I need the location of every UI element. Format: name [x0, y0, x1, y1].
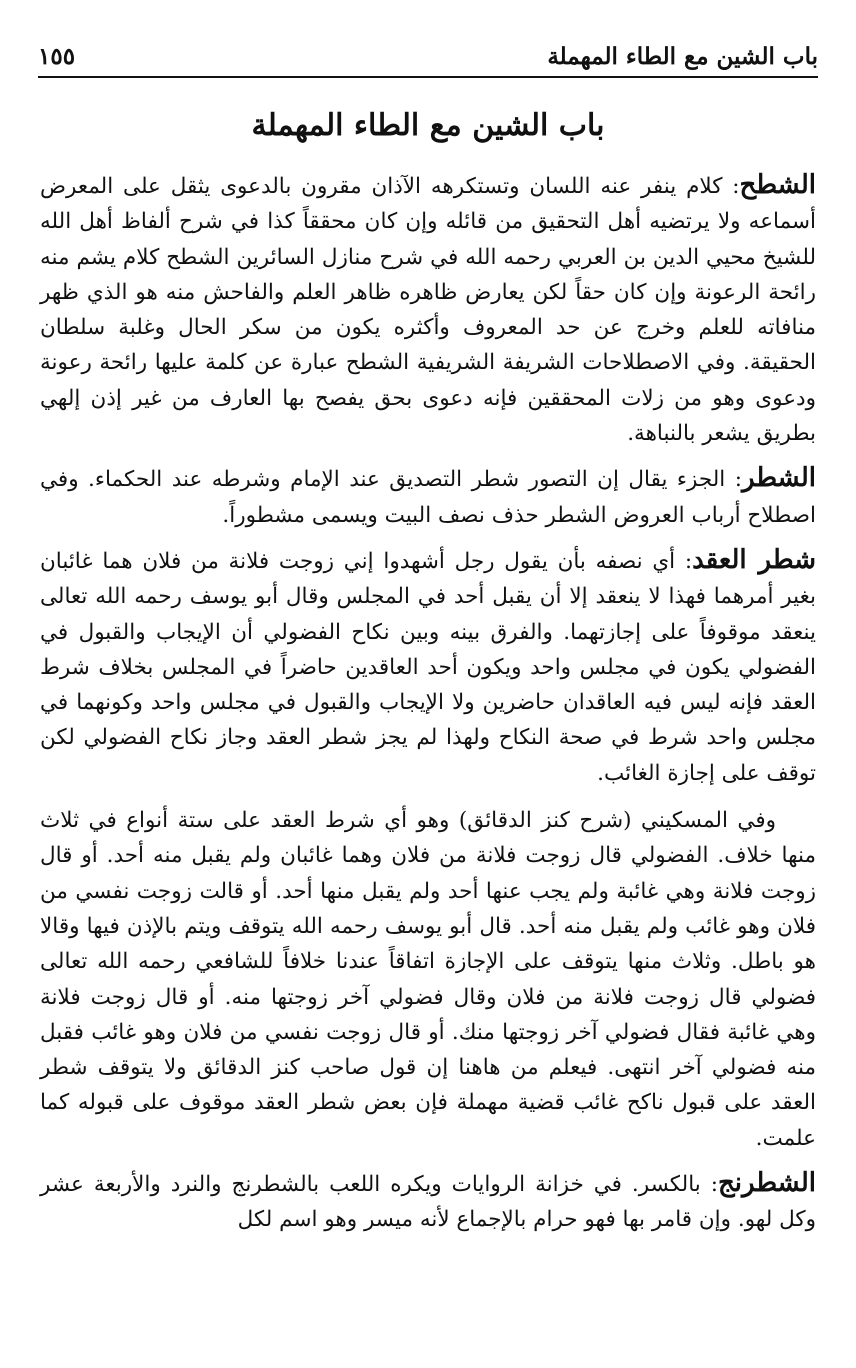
entry-headword: الشطح	[739, 170, 816, 200]
entry-headword: الشطر	[741, 463, 816, 494]
page-number: ١٥٥	[38, 42, 76, 70]
body-text	[40, 168, 816, 1248]
paragraph-maskini	[40, 803, 816, 1156]
running-head-title: باب الشين مع الطاء المهملة	[547, 42, 818, 70]
entry-text: : كلام ينفر عنه اللسان وتستكرهه الآذان مقرون بالدعوى يثقل على المعرض أسماعه ولا يرتضيه أهل التحقيق من قائله وإن كان محققاً كذا في شرح ألفاظ أهل الله للشيخ محيي الدين بن العربي رحمه الله في شرح منازل السائرين الشطح كلام يشم منه رائحة الرعونة وإن كان حقاً لكن يعارض ظاهره ظاهر العلم والفاحش منه هو الذي ظهر منافاته للعلم وخرج عن حد المعروف وأكثره يكون من سكر الحال وغلبة سلطان الحقيقة. وفي الاصطلاحات الشريفة الشريفية الشطح عبارة عن كلمة عليها رائحة رعونة ودعوى وهو من زلات المحققين فإنه دعوى بحق يفصح بها العارف من غير إذن إلهي بطريق يشعر بالنباهة.	[40, 174, 816, 447]
running-header	[38, 36, 818, 78]
entry-shatr	[40, 461, 816, 533]
entry-shatranj	[40, 1166, 816, 1238]
entry-shath	[40, 168, 816, 451]
entry-text: : أي نصفه بأن يقول رجل أشهدوا إني زوجت فلانة من فلان هما غائبان بغير أمرهما فهذا لا ينعقد إلا أن يقبل أحد في المجلس وقال أبو يوسف رحمه الله تعالى ينعقد موقوفاً على إجازتهما. والفرق بينه وبين نكاح الفضولي أن الإيجاب والقبول في الفضولي يكون في مجلس واحد ويكون أحد العاقدين حاضراً في المجلس بخلاف شرط العقد فإنه ليس فيه العاقدان حاضرين ولا الإيجاب والقبول في مجلس واحد وكونهما في مجلس واحد شرط في صحة النكاح ولهذا لم يجز شطر العقد وجاز نكاح الفضولي لكن توقف على إجازة الغائب.	[40, 548, 816, 786]
entry-headword: الشطرنج	[717, 1168, 816, 1199]
chapter-title: باب الشين مع الطاء المهملة	[251, 108, 605, 143]
entry-headword: شطر العقد	[692, 544, 817, 575]
entry-text: : بالكسر. في خزانة الروايات ويكره اللعب بالشطرنج والنرد والأربعة عشر وكل لهو. وإن قامر بها فهو حرام بالإجماع لأنه ميسر وهو اسم لكل	[40, 1172, 816, 1233]
entry-text: : الجزء يقال إن التصور شطر التصديق عند الإمام وشرطه عند الحكماء. وفي اصطلاح أرباب العروض الشطر حذف نصف البيت ويسمى مشطوراً.	[40, 467, 816, 528]
entry-shatr-al-aqd	[40, 543, 816, 791]
paragraph-text: وفي المسكيني (شرح كنز الدقائق) وهو أي شرط العقد على ستة أنواع في ثلاث منها خلاف. الفضولي قال زوجت فلانة من فلان وهما غائبان ولم يقبل منه أحد. أو قال زوجت فلانة وهي غائبة ولم يجب عنها أحد ولم يقبل منها أحد. أو قالت زوجت نفسي من فلان وهو غائب ولم يقبل منه أحد. قال أبو يوسف رحمه الله يتوقف ويتم بالإذن فيها وقالا هو باطل. وثلاث منها يتوقف على الإجازة اتفاقاً عندنا خلافاً للشافعي رحمه الله تعالى فضولي قال زوجت فلانة من فلان وقال فضولي آخر زوجتها منه. أو قال زوجت فلانة وهي غائبة فقال فضولي آخر زوجتها منك. أو قال زوجت نفسي من فلان وهو غائب فقبل منه فضولي آخر انتهى. فيعلم من هاهنا إن قول صاحب كنز الدقائق ولا يتوقف شطر العقد على قبول ناكح غائب قضية مهملة فإن بعض شطر العقد موقوف على قبوله كما علمت.	[40, 808, 816, 1151]
